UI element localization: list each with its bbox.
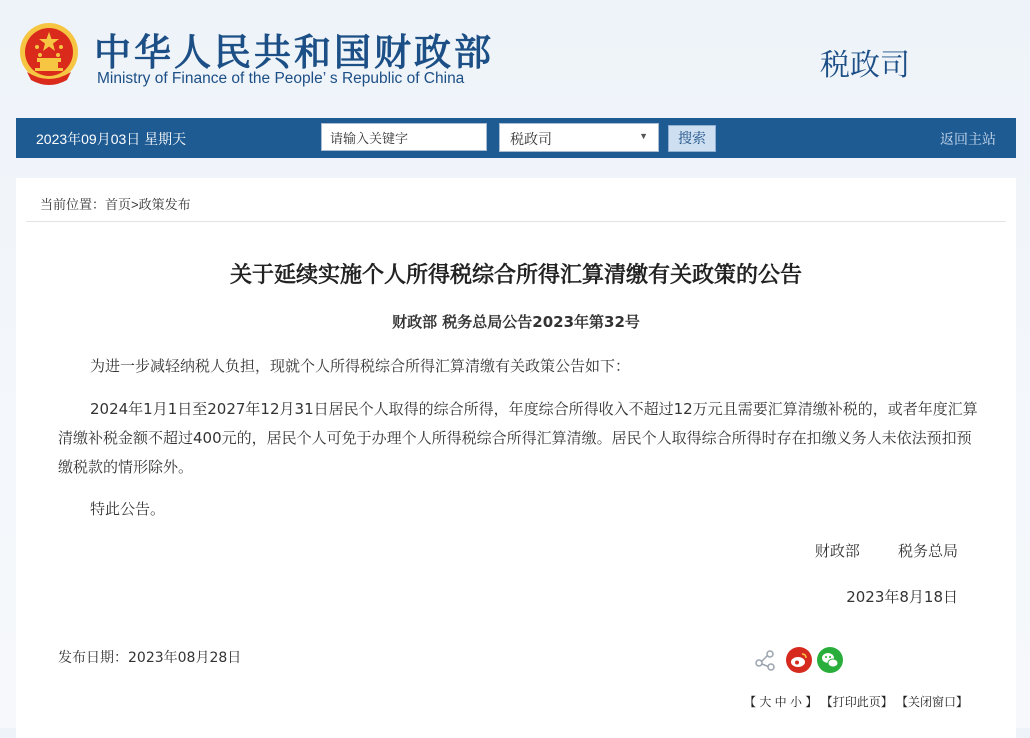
- department-title: 税政司: [820, 48, 910, 83]
- breadcrumb-separator: >: [131, 197, 139, 212]
- share-icon[interactable]: [752, 647, 778, 673]
- article-signatories: 财政部 税务总局: [814, 542, 958, 560]
- current-date: 2023年09月03日 星期天: [36, 131, 187, 147]
- nav-bar: [16, 118, 1016, 158]
- article-paragraph: 为进一步减轻纳税人负担，现就个人所得税综合所得汇算清缴有关政策公告如下：: [90, 357, 631, 375]
- site-header: [0, 0, 1030, 118]
- breadcrumb-home-link[interactable]: 首页: [105, 197, 132, 212]
- site-title-en: Ministry of Finance of the People’ s Republic of China: [97, 70, 465, 87]
- breadcrumb: [40, 194, 191, 213]
- breadcrumb-label: 当前位置：: [40, 197, 106, 212]
- site-select-value: 税政司: [510, 131, 552, 147]
- search-input[interactable]: [321, 123, 487, 151]
- content-panel: [16, 178, 1016, 738]
- article-title: 关于延续实施个人所得税综合所得汇算清缴有关政策的公告: [229, 263, 802, 288]
- site-select-dropdown[interactable]: [499, 123, 659, 152]
- article-sign-date: 2023年8月18日: [846, 588, 958, 606]
- font-size-toggle[interactable]: 【 大 中 小 】: [744, 695, 818, 709]
- weibo-icon[interactable]: [786, 647, 812, 673]
- breadcrumb-section-link[interactable]: 政策发布: [138, 197, 191, 212]
- home-link[interactable]: 返回主站: [940, 131, 996, 147]
- national-emblem-icon: [17, 20, 81, 88]
- article-paragraph: 特此公告。: [90, 500, 166, 518]
- page-tools: [744, 693, 968, 710]
- breadcrumb-divider: [26, 221, 1006, 222]
- article-subtitle: 财政部 税务总局公告2023年第32号: [392, 313, 640, 331]
- site-title-cn: 中华人民共和国财政部: [94, 31, 494, 74]
- search-button[interactable]: 搜索: [668, 125, 716, 152]
- print-page-link[interactable]: 【打印此页】: [820, 695, 893, 709]
- close-window-link[interactable]: 【关闭窗口】: [896, 695, 969, 709]
- chevron-down-icon: ▼: [639, 131, 648, 141]
- publish-date: 发布日期：2023年08月28日: [58, 650, 242, 666]
- wechat-icon[interactable]: [817, 647, 843, 673]
- article-paragraph: 2024年1月1日至2027年12月31日居民个人取得的综合所得，年度综合所得收入不超过12万元且需要汇算清缴补税的，或者年度汇算清缴补税金额不超过400元的，居民个人可免于办理个人所得税综合所得汇算清缴。居民个人取得综合所得时存在扣缴义务人未依法预扣预缴税款的情形除外。: [58, 400, 978, 476]
